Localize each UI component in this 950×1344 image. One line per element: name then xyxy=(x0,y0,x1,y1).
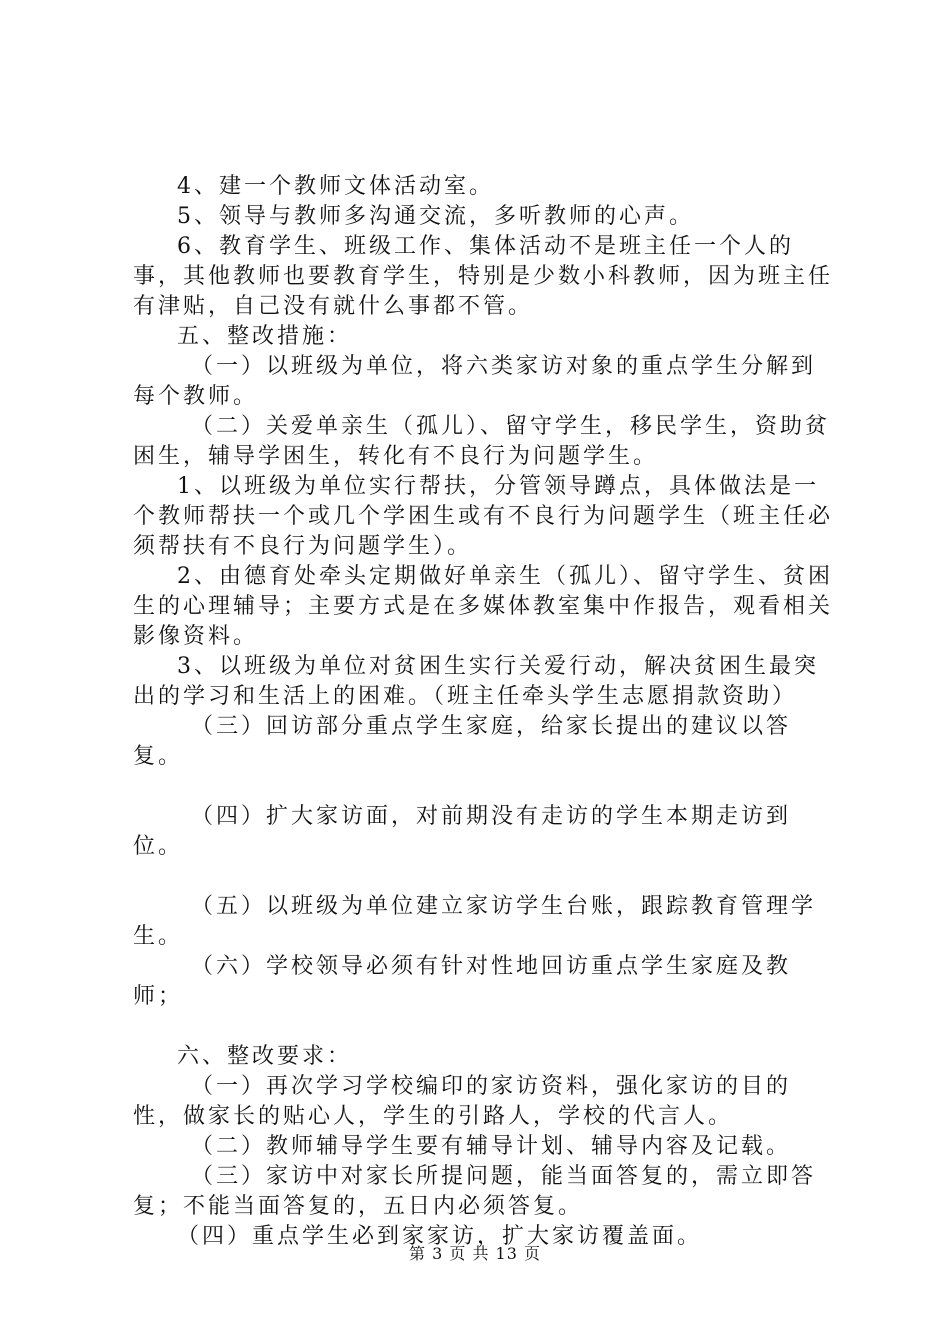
document-body xyxy=(133,172,833,1252)
paragraph-item-5: 5、领导与教师多沟通交流，多听教师的心声。 xyxy=(177,204,694,229)
requirement-item-4: （四）重点学生必到家家访，扩大家访覆盖面。 xyxy=(177,1224,703,1249)
section-heading-requirements: 六、整改要求： xyxy=(177,1044,353,1069)
measure-item-3: （三）回访部分重点学生家庭，给家长提出的建议以答复。 xyxy=(133,714,792,769)
measure-subitem-3: 3、以班级为单位对贫困生实行关爱行动，解决贫困生最突出的学习和生活上的困难。（班主任牵头学生志愿捐款资助） xyxy=(133,654,819,709)
paragraph-spacer xyxy=(133,772,833,802)
measure-item-2: （二）关爱单亲生（孤儿）、留守学生，移民学生，资助贫困生，辅导学困生，转化有不良行为问题学生。 xyxy=(133,414,831,469)
section-heading-measures: 五、整改措施： xyxy=(177,324,353,349)
requirement-item-3: （三）家访中对家长所提问题，能当面答复的，需立即答复；不能当面答复的，五日内必须答复。 xyxy=(133,1164,817,1219)
requirement-item-2: （二）教师辅导学生要有辅导计划、辅导内容及记载。 xyxy=(191,1134,792,1159)
paragraph-item-4: 4、建一个教师文体活动室。 xyxy=(177,174,494,199)
measure-item-6: （六）学校领导必须有针对性地回访重点学生家庭及教师； xyxy=(133,954,792,1009)
requirement-item-1: （一）再次学习学校编印的家访资料，强化家访的目的性，做家长的贴心人，学生的引路人，学校的代言人。 xyxy=(133,1074,792,1129)
measure-subitem-2: 2、由德育处牵头定期做好单亲生（孤儿）、留守学生、贫困生的心理辅导；主要方式是在多媒体教室集中作报告，观看相关影像资料。 xyxy=(133,564,834,649)
page-number-footer: 第 3 页 共 13 页 xyxy=(409,1244,541,1263)
paragraph-spacer xyxy=(133,862,833,892)
measure-item-4: （四）扩大家访面，对前期没有走访的学生本期走访到位。 xyxy=(133,804,792,859)
measure-subitem-1: 1、以班级为单位实行帮扶，分管领导蹲点，具体做法是一个教师帮扶一个或几个学困生或有不良行为问题学生（班主任必须帮扶有不良行为问题学生）。 xyxy=(133,474,834,559)
paragraph-item-6: 6、教育学生、班级工作、集体活动不是班主任一个人的事，其他教师也要教育学生，特别是少数小科教师，因为班主任有津贴，自己没有就什么事都不管。 xyxy=(133,234,834,319)
paragraph-spacer xyxy=(133,1012,833,1042)
measure-item-1: （一）以班级为单位，将六类家访对象的重点学生分解到每个教师。 xyxy=(133,354,817,409)
measure-item-5: （五）以班级为单位建立家访学生台账，跟踪教育管理学生。 xyxy=(133,894,817,949)
